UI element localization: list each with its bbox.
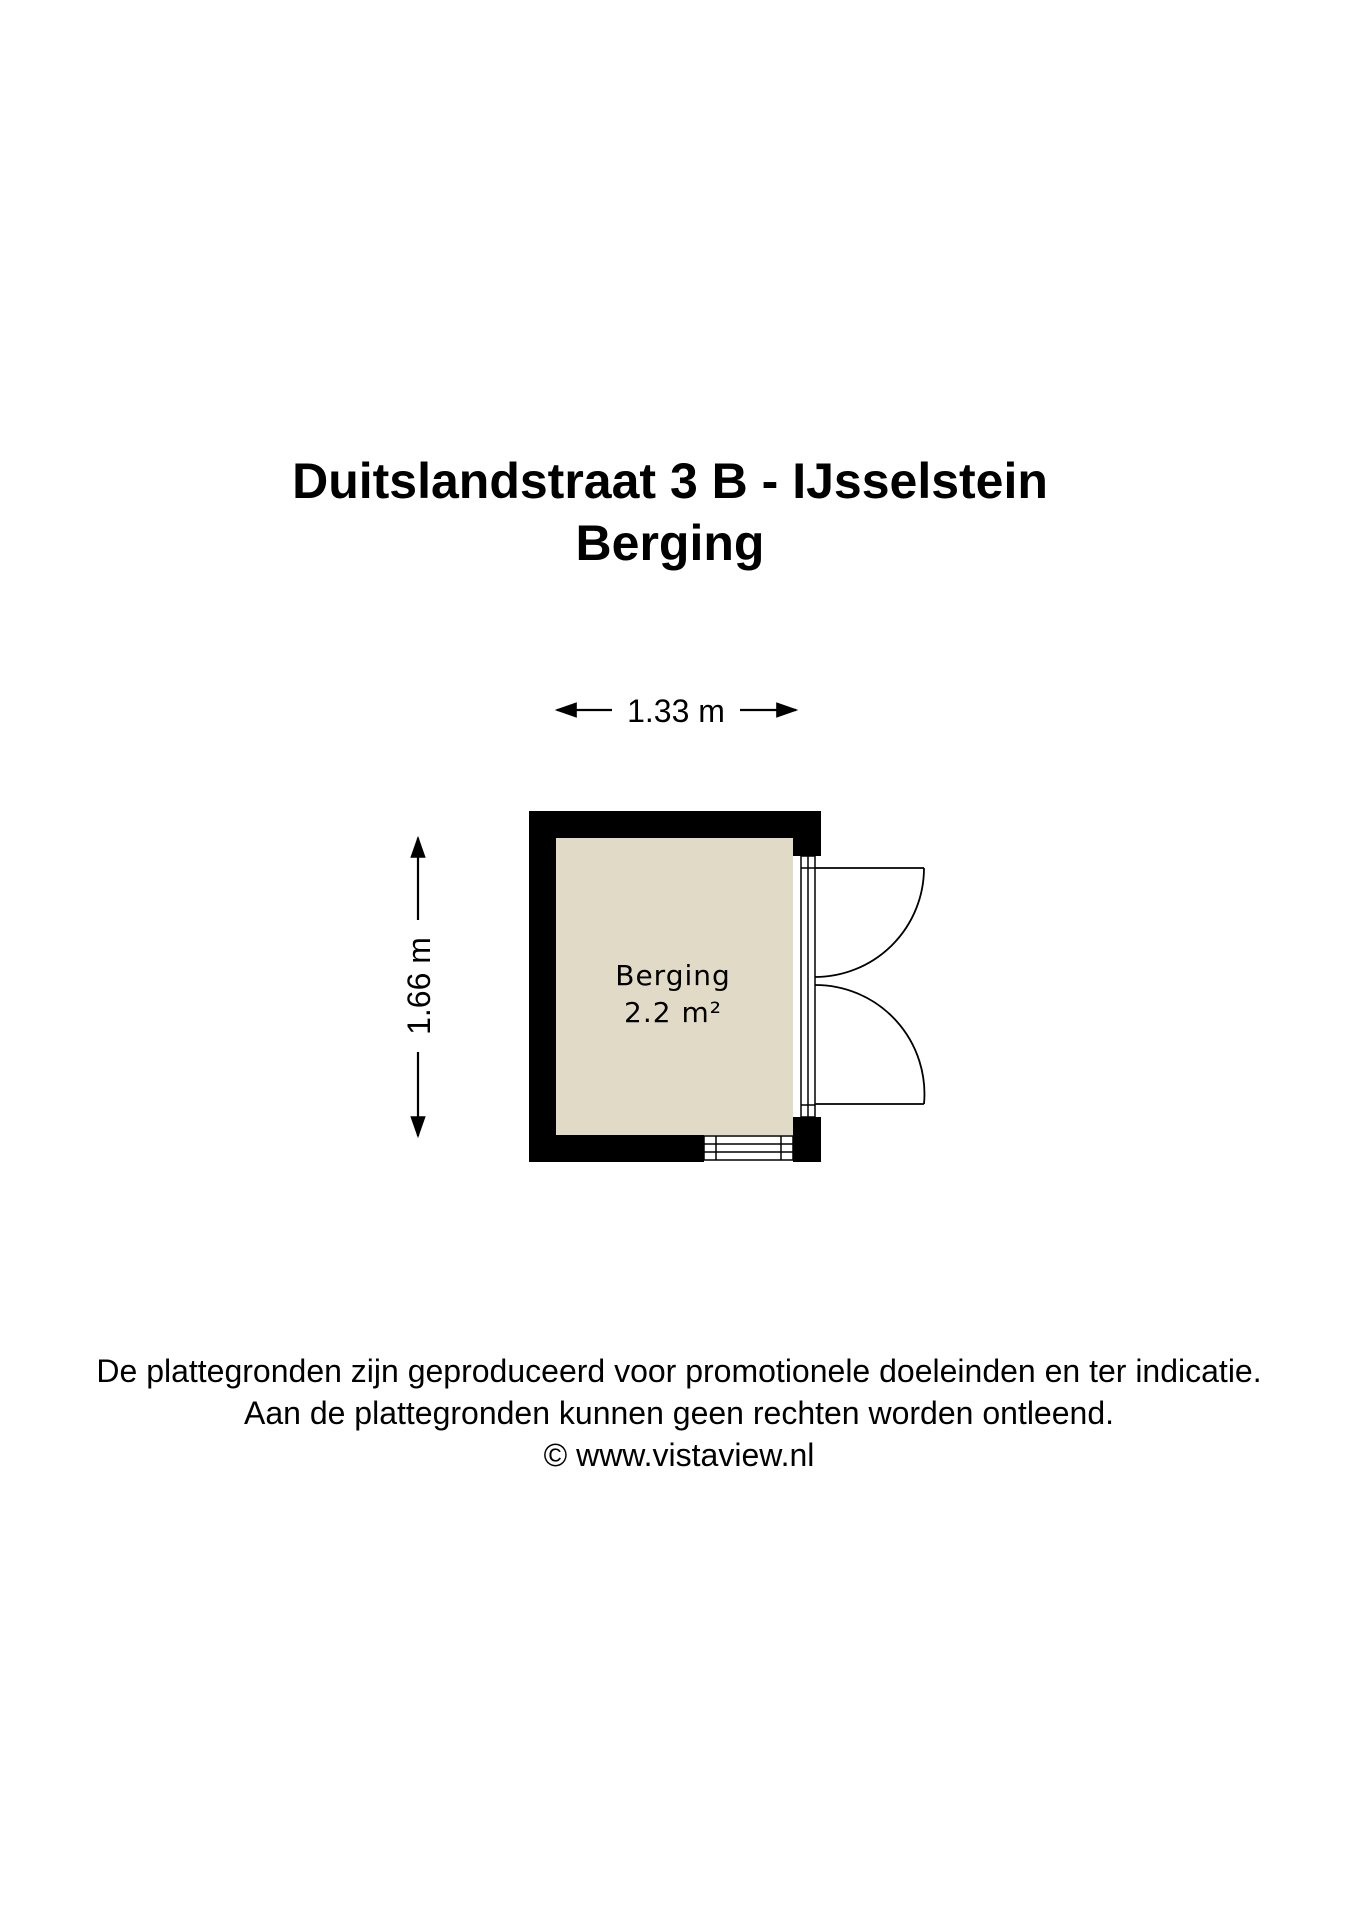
disclaimer-line-2: Aan de plattegronden kunnen geen rechten worden ontleend. — [243, 1395, 1114, 1431]
wall-corner-bottom-right — [793, 1117, 821, 1162]
bottom-window — [704, 1136, 793, 1160]
double-door — [815, 868, 924, 1104]
disclaimer-line-1: De plattegronden zijn geproduceerd voor promotionele doeleinden en ter indicatie. — [96, 1353, 1262, 1389]
address-title: Duitslandstraat 3 B - IJsselstein — [292, 453, 1048, 509]
height-label: 1.66 m — [401, 937, 437, 1035]
wall-bottom-left — [529, 1135, 704, 1162]
disclaimer — [0, 1350, 1358, 1476]
door-frame — [801, 856, 815, 1117]
room-area: 2.2 m² — [624, 996, 722, 1029]
floor-title: Berging — [575, 515, 765, 571]
wall-left — [529, 811, 556, 1162]
copyright: © www.vistaview.nl — [543, 1437, 815, 1473]
width-label: 1.33 m — [627, 693, 725, 729]
width-dimension — [557, 693, 796, 729]
door-swing-bottom — [815, 985, 924, 1104]
room-name: Berging — [615, 959, 731, 992]
wall-corner-top-right — [793, 838, 821, 856]
height-dimension — [401, 838, 437, 1136]
door-swing-top — [815, 868, 924, 977]
wall-top — [529, 811, 821, 838]
